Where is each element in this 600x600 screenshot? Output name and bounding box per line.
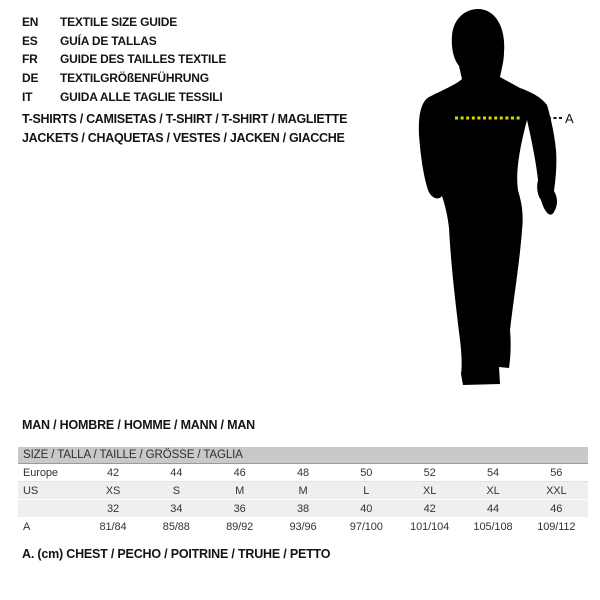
size-table-row xyxy=(18,464,588,482)
row-label xyxy=(18,500,81,518)
size-value: 97/100 xyxy=(349,520,383,533)
size-value: 101/104 xyxy=(410,520,450,533)
size-value: 52 xyxy=(423,466,436,479)
language-title: GUIDE DES TAILLES TEXTILE xyxy=(60,52,227,67)
language-row xyxy=(22,69,226,88)
size-value: 109/112 xyxy=(537,520,576,533)
size-value: 40 xyxy=(360,502,373,515)
section-title: MAN / HOMBRE / HOMME / MANN / MAN xyxy=(22,418,255,432)
size-value: 93/96 xyxy=(289,520,317,533)
size-value: XL xyxy=(423,484,437,497)
size-value: 50 xyxy=(360,466,373,479)
language-code: EN xyxy=(22,15,39,29)
size-value: 36 xyxy=(233,502,246,515)
size-value: 89/92 xyxy=(226,520,254,533)
language-code: DE xyxy=(22,71,39,86)
size-value: 85/88 xyxy=(162,520,190,533)
garment-categories xyxy=(22,110,347,149)
size-table-header-row xyxy=(18,447,588,464)
row-label: A xyxy=(23,520,31,533)
language-title: TEXTILGRÖßENFÜHRUNG xyxy=(60,71,209,86)
size-table-row xyxy=(18,518,588,536)
size-value: 56 xyxy=(550,466,563,479)
language-title: GUIDA ALLE TAGLIE TESSILI xyxy=(60,89,223,104)
size-value: 46 xyxy=(550,502,563,515)
language-row xyxy=(22,13,226,32)
size-table-body xyxy=(18,464,588,536)
size-value: S xyxy=(172,484,180,497)
size-value: 42 xyxy=(106,466,120,479)
language-row xyxy=(22,32,226,51)
language-title: GUÍA DE TALLAS xyxy=(60,33,157,48)
size-table-header: SIZE / TALLA / TAILLE / GRÖSSE / TAGLIA xyxy=(18,447,588,464)
size-value: 42 xyxy=(423,502,436,515)
measurement-footnote: A. (cm) CHEST / PECHO / POITRINE / TRUHE / PETTO xyxy=(22,547,331,561)
category-line-tshirts: T-SHIRTS / CAMISETAS / T-SHIRT / T-SHIRT / MAGLIETTE xyxy=(22,112,348,126)
measurement-label-a: A xyxy=(565,111,574,126)
size-table xyxy=(18,447,588,536)
size-value: XL xyxy=(486,484,500,497)
language-title: TEXTILE SIZE GUIDE xyxy=(60,15,178,29)
size-value: L xyxy=(363,484,370,497)
size-table-row xyxy=(18,500,588,518)
size-value: 54 xyxy=(486,466,499,479)
language-row xyxy=(22,50,226,69)
size-value: 81/84 xyxy=(99,520,127,533)
language-title-list xyxy=(22,13,226,107)
category-line-jackets: JACKETS / CHAQUETAS / VESTES / JACKEN / GIACCHE xyxy=(22,131,345,146)
size-value: 34 xyxy=(170,502,183,515)
size-value: XS xyxy=(105,484,121,497)
size-table-row xyxy=(18,482,588,500)
row-label: Europe xyxy=(23,466,58,479)
language-row xyxy=(22,88,226,107)
man-silhouette-figure xyxy=(395,5,580,395)
language-code: ES xyxy=(22,33,38,48)
size-value: M xyxy=(298,484,308,497)
size-value: 38 xyxy=(296,502,309,515)
size-value: 44 xyxy=(486,502,499,515)
language-code: IT xyxy=(22,89,33,104)
language-code: FR xyxy=(22,52,38,67)
size-value: M xyxy=(235,484,245,497)
size-value: 46 xyxy=(233,466,246,479)
size-value: 44 xyxy=(170,466,183,479)
size-value: 32 xyxy=(106,502,120,515)
size-value: 105/108 xyxy=(473,520,513,533)
size-value: 48 xyxy=(296,466,309,479)
man-silhouette xyxy=(419,9,557,385)
size-value: XXL xyxy=(546,484,567,497)
row-label: US xyxy=(23,484,39,497)
